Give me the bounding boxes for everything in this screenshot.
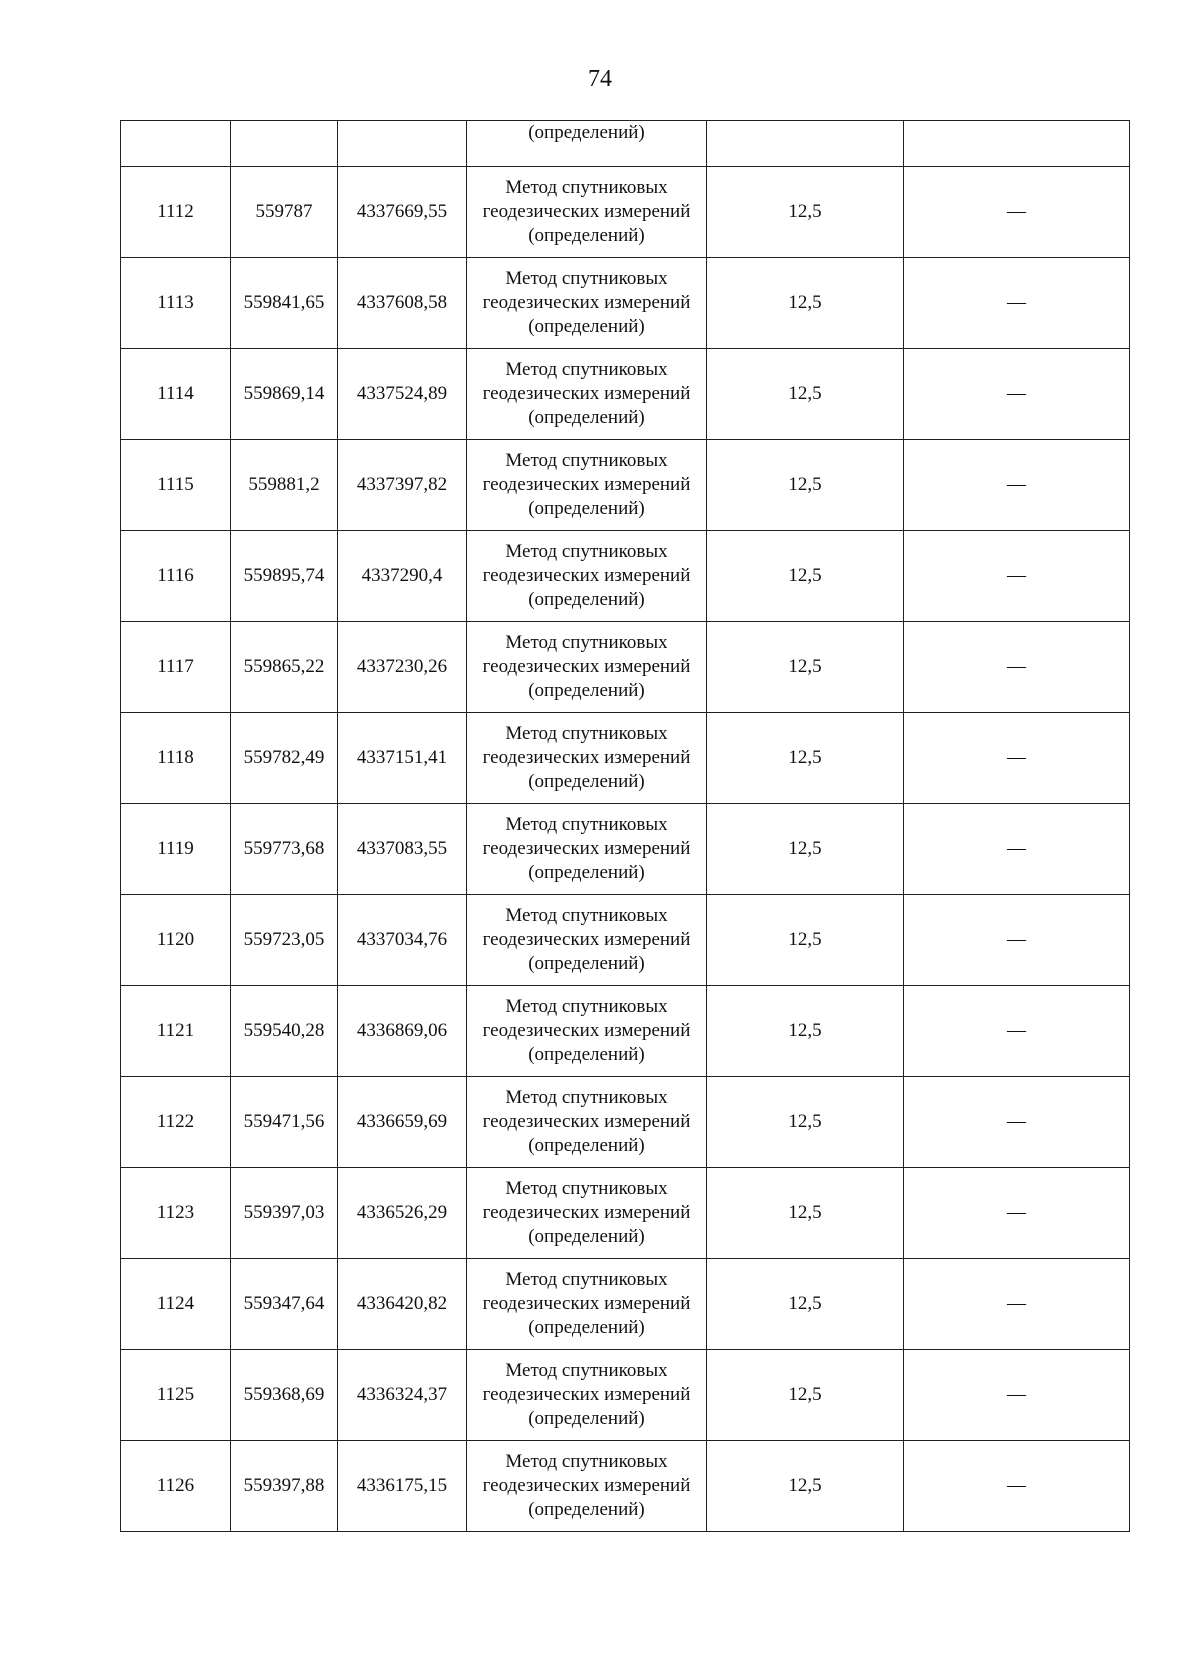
x-coordinate-cell: 559347,64 bbox=[231, 1259, 338, 1350]
page-number: 74 bbox=[588, 66, 612, 92]
x-coordinate-cell: 559881,2 bbox=[231, 440, 338, 531]
table-row bbox=[121, 895, 1130, 986]
y-coordinate-cell: 4336420,82 bbox=[338, 1259, 467, 1350]
method-line: (определений) bbox=[528, 589, 645, 610]
method-line: Метод спутниковых bbox=[505, 814, 668, 835]
description-cell: — bbox=[904, 1077, 1130, 1168]
x-coordinate-cell: 559723,05 bbox=[231, 895, 338, 986]
point-cell: 1116 bbox=[121, 531, 231, 622]
accuracy-cell: 12,5 bbox=[707, 440, 904, 531]
method-line: (определений) bbox=[528, 1317, 645, 1338]
table-row bbox=[121, 622, 1130, 713]
method-line: Метод спутниковых bbox=[505, 1360, 668, 1381]
point-cell: 1124 bbox=[121, 1259, 231, 1350]
description-cell: — bbox=[904, 1168, 1130, 1259]
method-line: Метод спутниковых bbox=[505, 541, 668, 562]
method-line: геодезических измерений bbox=[482, 1020, 691, 1041]
method-line: геодезических измерений bbox=[482, 838, 691, 859]
x-coordinate-cell: 559397,88 bbox=[231, 1441, 338, 1532]
description-cell: — bbox=[904, 622, 1130, 713]
y-coordinate-cell: 4336175,15 bbox=[338, 1441, 467, 1532]
x-coordinate-cell bbox=[231, 121, 338, 167]
x-coordinate-cell: 559865,22 bbox=[231, 622, 338, 713]
point-cell: 1123 bbox=[121, 1168, 231, 1259]
method-cell bbox=[467, 258, 707, 349]
method-line: геодезических измерений bbox=[482, 1111, 691, 1132]
method-line: геодезических измерений bbox=[482, 1384, 691, 1405]
method-cell bbox=[467, 531, 707, 622]
method-line: геодезических измерений bbox=[482, 474, 691, 495]
table-row bbox=[121, 258, 1130, 349]
table-row bbox=[121, 1350, 1130, 1441]
table-row bbox=[121, 804, 1130, 895]
method-line: (определений) bbox=[528, 1499, 645, 1520]
table-row bbox=[121, 531, 1130, 622]
y-coordinate-cell: 4336526,29 bbox=[338, 1168, 467, 1259]
y-coordinate-cell: 4336324,37 bbox=[338, 1350, 467, 1441]
x-coordinate-cell: 559782,49 bbox=[231, 713, 338, 804]
point-cell: 1125 bbox=[121, 1350, 231, 1441]
accuracy-cell: 12,5 bbox=[707, 1350, 904, 1441]
method-cell bbox=[467, 895, 707, 986]
accuracy-cell: 12,5 bbox=[707, 349, 904, 440]
accuracy-cell: 12,5 bbox=[707, 986, 904, 1077]
method-line: геодезических измерений bbox=[482, 1293, 691, 1314]
table-row bbox=[121, 1441, 1130, 1532]
x-coordinate-cell: 559787 bbox=[231, 167, 338, 258]
method-line: (определений) bbox=[528, 1408, 645, 1429]
table-row bbox=[121, 1077, 1130, 1168]
method-cell: (определений) bbox=[467, 121, 707, 167]
y-coordinate-cell: 4337608,58 bbox=[338, 258, 467, 349]
method-line: (определений) bbox=[528, 771, 645, 792]
method-line: (определений) bbox=[528, 407, 645, 428]
description-cell bbox=[904, 121, 1130, 167]
method-line: геодезических измерений bbox=[482, 201, 691, 222]
y-coordinate-cell: 4337290,4 bbox=[338, 531, 467, 622]
method-line: Метод спутниковых bbox=[505, 1087, 668, 1108]
description-cell: — bbox=[904, 349, 1130, 440]
accuracy-cell: 12,5 bbox=[707, 895, 904, 986]
method-line: геодезических измерений bbox=[482, 292, 691, 313]
x-coordinate-cell: 559397,03 bbox=[231, 1168, 338, 1259]
description-cell: — bbox=[904, 1350, 1130, 1441]
point-cell: 1113 bbox=[121, 258, 231, 349]
method-line: Метод спутниковых bbox=[505, 177, 668, 198]
description-cell: — bbox=[904, 895, 1130, 986]
description-cell: — bbox=[904, 1259, 1130, 1350]
method-line: (определений) bbox=[528, 1135, 645, 1156]
method-line: Метод спутниковых bbox=[505, 996, 668, 1017]
accuracy-cell bbox=[707, 121, 904, 167]
method-cell bbox=[467, 349, 707, 440]
method-cell bbox=[467, 440, 707, 531]
method-cell bbox=[467, 986, 707, 1077]
point-cell: 1119 bbox=[121, 804, 231, 895]
accuracy-cell: 12,5 bbox=[707, 531, 904, 622]
description-cell: — bbox=[904, 167, 1130, 258]
method-cell bbox=[467, 622, 707, 713]
y-coordinate-cell: 4337524,89 bbox=[338, 349, 467, 440]
x-coordinate-cell: 559540,28 bbox=[231, 986, 338, 1077]
table-row bbox=[121, 349, 1130, 440]
point-cell: 1120 bbox=[121, 895, 231, 986]
accuracy-cell: 12,5 bbox=[707, 167, 904, 258]
accuracy-cell: 12,5 bbox=[707, 713, 904, 804]
x-coordinate-cell: 559368,69 bbox=[231, 1350, 338, 1441]
method-line: Метод спутниковых bbox=[505, 723, 668, 744]
method-line: (определений) bbox=[528, 225, 645, 246]
y-coordinate-cell bbox=[338, 121, 467, 167]
accuracy-cell: 12,5 bbox=[707, 1259, 904, 1350]
y-coordinate-cell: 4337230,26 bbox=[338, 622, 467, 713]
method-cell bbox=[467, 1259, 707, 1350]
y-coordinate-cell: 4337397,82 bbox=[338, 440, 467, 531]
point-cell: 1122 bbox=[121, 1077, 231, 1168]
method-line: (определений) bbox=[528, 498, 645, 519]
method-cell bbox=[467, 1441, 707, 1532]
method-line: геодезических измерений bbox=[482, 747, 691, 768]
method-line: Метод спутниковых bbox=[505, 1178, 668, 1199]
accuracy-cell: 12,5 bbox=[707, 1077, 904, 1168]
point-cell: 1126 bbox=[121, 1441, 231, 1532]
point-cell bbox=[121, 121, 231, 167]
y-coordinate-cell: 4337669,55 bbox=[338, 167, 467, 258]
point-cell: 1114 bbox=[121, 349, 231, 440]
point-cell: 1117 bbox=[121, 622, 231, 713]
accuracy-cell: 12,5 bbox=[707, 258, 904, 349]
method-cell bbox=[467, 1077, 707, 1168]
table-row bbox=[121, 440, 1130, 531]
description-cell: — bbox=[904, 258, 1130, 349]
point-cell: 1115 bbox=[121, 440, 231, 531]
description-cell: — bbox=[904, 986, 1130, 1077]
method-line: (определений) bbox=[528, 680, 645, 701]
method-line: геодезических измерений bbox=[482, 656, 691, 677]
description-cell: — bbox=[904, 1441, 1130, 1532]
description-cell: — bbox=[904, 713, 1130, 804]
x-coordinate-cell: 559841,65 bbox=[231, 258, 338, 349]
table-row bbox=[121, 167, 1130, 258]
description-cell: — bbox=[904, 531, 1130, 622]
x-coordinate-cell: 559773,68 bbox=[231, 804, 338, 895]
method-line: (определений) bbox=[528, 1044, 645, 1065]
y-coordinate-cell: 4336869,06 bbox=[338, 986, 467, 1077]
table-row bbox=[121, 713, 1130, 804]
description-cell: — bbox=[904, 804, 1130, 895]
method-line: Метод спутниковых bbox=[505, 450, 668, 471]
method-line: геодезических измерений bbox=[482, 1475, 691, 1496]
x-coordinate-cell: 559471,56 bbox=[231, 1077, 338, 1168]
method-line: Метод спутниковых bbox=[505, 268, 668, 289]
point-cell: 1112 bbox=[121, 167, 231, 258]
point-cell: 1118 bbox=[121, 713, 231, 804]
method-line: (определений) bbox=[528, 953, 645, 974]
method-line: (определений) bbox=[528, 1226, 645, 1247]
table-row bbox=[121, 1259, 1130, 1350]
y-coordinate-cell: 4337034,76 bbox=[338, 895, 467, 986]
accuracy-cell: 12,5 bbox=[707, 804, 904, 895]
point-cell: 1121 bbox=[121, 986, 231, 1077]
method-cell bbox=[467, 1350, 707, 1441]
method-line: геодезических измерений bbox=[482, 929, 691, 950]
accuracy-cell: 12,5 bbox=[707, 1441, 904, 1532]
method-cell bbox=[467, 804, 707, 895]
y-coordinate-cell: 4336659,69 bbox=[338, 1077, 467, 1168]
coordinates-table bbox=[120, 120, 1130, 1532]
method-line: Метод спутниковых bbox=[505, 632, 668, 653]
description-cell: — bbox=[904, 440, 1130, 531]
method-line: Метод спутниковых bbox=[505, 905, 668, 926]
method-line: геодезических измерений bbox=[482, 383, 691, 404]
method-line: геодезических измерений bbox=[482, 565, 691, 586]
accuracy-cell: 12,5 bbox=[707, 622, 904, 713]
method-cell bbox=[467, 713, 707, 804]
method-line: Метод спутниковых bbox=[505, 359, 668, 380]
method-line: (определений) bbox=[528, 862, 645, 883]
y-coordinate-cell: 4337083,55 bbox=[338, 804, 467, 895]
accuracy-cell: 12,5 bbox=[707, 1168, 904, 1259]
method-cell bbox=[467, 167, 707, 258]
table-row bbox=[121, 986, 1130, 1077]
table-body bbox=[121, 121, 1130, 1532]
method-line: Метод спутниковых bbox=[505, 1269, 668, 1290]
continuation-row bbox=[121, 121, 1130, 167]
method-line: геодезических измерений bbox=[482, 1202, 691, 1223]
x-coordinate-cell: 559869,14 bbox=[231, 349, 338, 440]
x-coordinate-cell: 559895,74 bbox=[231, 531, 338, 622]
method-line: Метод спутниковых bbox=[505, 1451, 668, 1472]
method-cell bbox=[467, 1168, 707, 1259]
y-coordinate-cell: 4337151,41 bbox=[338, 713, 467, 804]
method-line: (определений) bbox=[528, 316, 645, 337]
table-row bbox=[121, 1168, 1130, 1259]
